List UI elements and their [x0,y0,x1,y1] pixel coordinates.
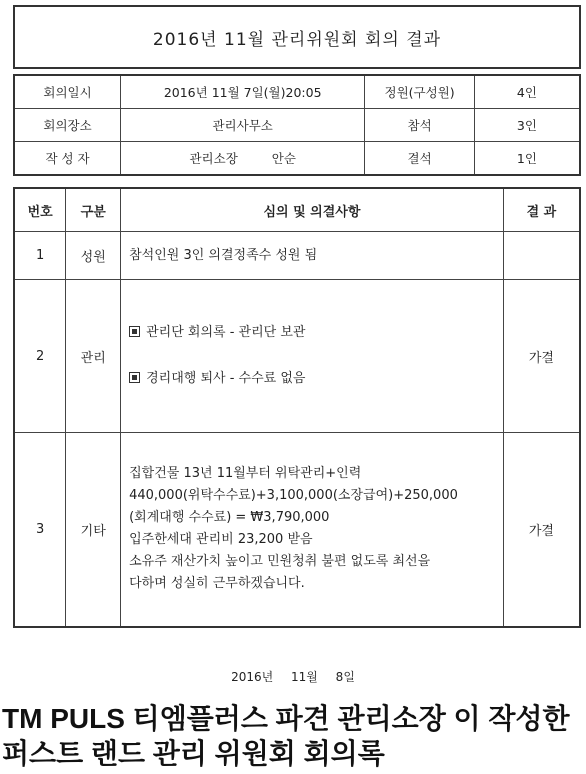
header-category: 구분 [66,188,121,232]
info-value: 관리사무소 [121,109,365,142]
content-line: 입주한세대 관리비 23,200 받음 [129,532,313,548]
content-line: 다하며 성실히 근무하겠습니다. [129,576,305,592]
content-line: 참석인원 3인 의결정족수 성원 됨 [129,247,318,263]
info-label: 회의일시 [14,75,121,109]
table-row [14,280,580,433]
row-content [121,433,504,627]
row-category: 기타 [66,433,121,627]
header-content: 심의 및 의결사항 [121,188,504,232]
row-no: 3 [14,433,66,627]
row-result [503,232,580,280]
row-content [121,232,504,280]
row-result: 가결 [503,280,580,433]
info-label: 결석 [365,142,475,176]
caption-text: TM PULS 티엠플러스 파견 관리소장 이 작성한 퍼스트 랜드 관리 위원회 회의록 [2,703,570,769]
info-label: 작 성 자 [14,142,121,176]
info-row-place [14,109,580,142]
bullet-text: 관리단 회의록 - 관리단 보관 [146,325,306,340]
bullet-text: 경리대행 퇴사 - 수수료 없음 [146,371,306,386]
bullet-item [129,322,503,344]
info-row-author [14,142,580,176]
info-label: 정원(구성원) [365,75,475,109]
table-row [14,433,580,627]
row-category: 성원 [66,232,121,280]
info-value: 3인 [474,109,580,142]
footer-date: 2016년 11월 8일 [231,670,355,684]
table-row [14,232,580,280]
row-no: 2 [14,280,66,433]
info-value: 1인 [474,142,580,176]
document-title-box [13,5,581,69]
content-line: (회계대행 수수료) = ₩3,790,000 [129,510,330,526]
info-value: 2016년 11월 7일(월)20:05 [121,75,365,109]
header-result: 결 과 [503,188,580,232]
content-line: 집합건물 13년 11월부터 위탁관리+인력 [129,466,362,482]
row-category: 관리 [66,280,121,433]
info-value: 4인 [474,75,580,109]
header-no: 번호 [14,188,66,232]
row-content [121,280,504,433]
square-bullet-icon [129,326,140,337]
info-label: 참석 [365,109,475,142]
bullet-item [129,368,503,390]
document-title: 2016년 11월 관리위원회 회의 결과 [152,29,442,50]
minutes-header-row [14,188,580,232]
info-value [121,142,365,176]
author-title: 관리소장 [189,151,238,166]
info-label: 회의장소 [14,109,121,142]
author-name: 안순 [271,151,296,166]
minutes-table [13,187,581,628]
meeting-info-table [13,74,581,176]
info-row-datetime [14,75,580,109]
row-result: 가결 [503,433,580,627]
content-line: 소유주 재산가치 높이고 민원청취 불편 없도록 최선을 [129,554,431,570]
square-bullet-icon [129,372,140,383]
content-line: 440,000(위탁수수료)+3,100,000(소장급여)+250,000 [129,488,458,504]
row-no: 1 [14,232,66,280]
